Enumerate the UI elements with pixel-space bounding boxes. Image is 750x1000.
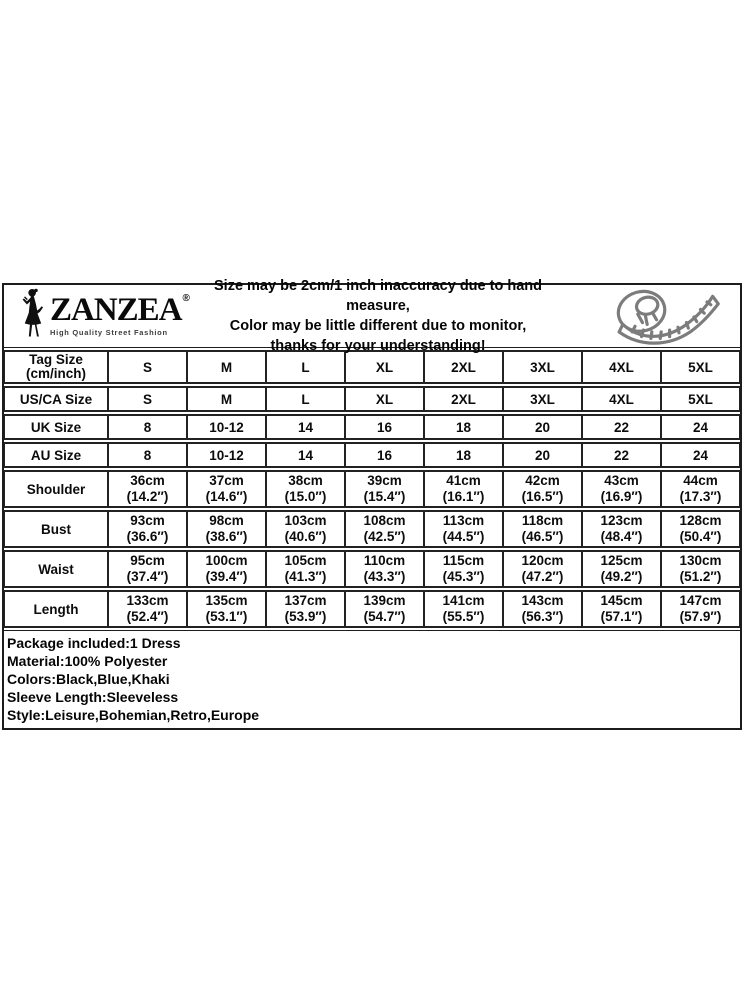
- measurement-cell: [266, 510, 345, 548]
- table-row: [4, 442, 740, 468]
- measurement-cell: [187, 550, 266, 588]
- measurement-inch: (39.4″): [205, 569, 248, 584]
- size-cell: 2XL: [424, 386, 503, 412]
- table-row: [4, 470, 740, 508]
- measurement-inch: (51.2″): [679, 569, 722, 584]
- size-cell: M: [187, 386, 266, 412]
- measurement-cm: 139cm: [363, 593, 406, 608]
- size-cell: 20: [503, 414, 582, 440]
- measurement-cell: [661, 590, 740, 628]
- measurement-inch: (40.6″): [284, 529, 327, 544]
- row-label: AU Size: [4, 442, 108, 468]
- measurement-cm: 110cm: [363, 553, 406, 568]
- measurement-cm: 123cm: [600, 513, 643, 528]
- measurement-cell: [266, 470, 345, 508]
- measurement-cell: [345, 550, 424, 588]
- measurement-inch: (43.3″): [363, 569, 406, 584]
- measurement-cell: [345, 590, 424, 628]
- table-row: [4, 414, 740, 440]
- measurement-cell: [187, 470, 266, 508]
- measurement-cm: 115cm: [442, 553, 485, 568]
- measurement-inch: (56.3″): [521, 609, 564, 624]
- measurement-inch: (53.9″): [284, 609, 327, 624]
- measurement-inch: (52.4″): [126, 609, 169, 624]
- size-cell: S: [108, 386, 187, 412]
- measurement-cm: 147cm: [679, 593, 722, 608]
- table-row: [4, 510, 740, 548]
- info-line: Package included:1 Dress: [7, 635, 181, 651]
- size-cell: 4XL: [582, 386, 661, 412]
- measurement-cm: 105cm: [284, 553, 327, 568]
- row-label: US/CA Size: [4, 386, 108, 412]
- measurement-inch: (55.5″): [442, 609, 485, 624]
- measurement-cell: [661, 510, 740, 548]
- row-label: Waist: [4, 550, 108, 588]
- note-line: Color may be little different due to monitor,: [229, 318, 527, 334]
- measurement-cell: [503, 510, 582, 548]
- measurement-cm: 128cm: [679, 513, 722, 528]
- measurement-cm: 103cm: [284, 513, 327, 528]
- info-line: Material:100% Polyester: [7, 653, 168, 669]
- measurement-inch: (50.4″): [679, 529, 722, 544]
- measurement-cell: [582, 550, 661, 588]
- table-row: [4, 590, 740, 628]
- measurement-cell: [503, 550, 582, 588]
- size-cell: S: [108, 350, 187, 384]
- measurement-cm: 141cm: [442, 593, 485, 608]
- size-note: [184, 276, 572, 356]
- measurement-cm: 108cm: [363, 513, 406, 528]
- measurement-cm: 41cm: [446, 473, 481, 488]
- measurement-inch: (14.6″): [205, 489, 248, 504]
- size-cell: 3XL: [503, 386, 582, 412]
- size-cell: 16: [345, 414, 424, 440]
- size-cell: 10-12: [187, 414, 266, 440]
- measurement-cell: [266, 590, 345, 628]
- size-cell: 22: [582, 442, 661, 468]
- measurement-inch: (57.9″): [679, 609, 722, 624]
- measurement-inch: (44.5″): [442, 529, 485, 544]
- size-cell: 4XL: [582, 350, 661, 384]
- info-line: Style:Leisure,Bohemian,Retro,Europe: [7, 707, 260, 723]
- measurement-inch: (45.3″): [442, 569, 485, 584]
- brand-tagline: High Quality Street Fashion: [50, 327, 168, 337]
- size-cell: 18: [424, 442, 503, 468]
- row-label-line: (cm/inch): [25, 366, 86, 381]
- row-label: Bust: [4, 510, 108, 548]
- size-cell: 22: [582, 414, 661, 440]
- row-label: [4, 350, 108, 384]
- size-table: [4, 348, 740, 630]
- measurement-inch: (41.3″): [284, 569, 327, 584]
- measurement-cm: 120cm: [521, 553, 564, 568]
- brand-name: ZANZEA: [50, 291, 182, 328]
- measurement-cell: [424, 470, 503, 508]
- measurement-inch: (54.7″): [363, 609, 406, 624]
- measurement-cm: 133cm: [126, 593, 169, 608]
- measurement-cm: 98cm: [209, 513, 244, 528]
- measurement-cell: [582, 470, 661, 508]
- measurement-inch: (17.3″): [679, 489, 722, 504]
- measurement-inch: (48.4″): [600, 529, 643, 544]
- measurement-cm: 36cm: [130, 473, 165, 488]
- measurement-cell: [424, 590, 503, 628]
- measurement-cell: [345, 470, 424, 508]
- measurement-inch: (57.1″): [600, 609, 643, 624]
- measurement-cm: 42cm: [525, 473, 560, 488]
- measurement-cell: [661, 470, 740, 508]
- measurement-cm: 118cm: [521, 513, 564, 528]
- measurement-cm: 95cm: [130, 553, 165, 568]
- size-cell: XL: [345, 386, 424, 412]
- measurement-cell: [345, 510, 424, 548]
- size-cell: 20: [503, 442, 582, 468]
- size-cell: 5XL: [661, 386, 740, 412]
- measurement-cell: [108, 550, 187, 588]
- measurement-cm: 130cm: [679, 553, 722, 568]
- measurement-cm: 137cm: [284, 593, 327, 608]
- measurement-inch: (46.5″): [521, 529, 564, 544]
- size-cell: 16: [345, 442, 424, 468]
- row-label: UK Size: [4, 414, 108, 440]
- measurement-cm: 100cm: [205, 553, 248, 568]
- measurement-cell: [582, 510, 661, 548]
- size-cell: L: [266, 386, 345, 412]
- size-cell: 5XL: [661, 350, 740, 384]
- measurement-inch: (53.1″): [205, 609, 248, 624]
- size-cell: XL: [345, 350, 424, 384]
- measurement-cell: [266, 550, 345, 588]
- row-label-line: Tag Size: [29, 352, 83, 367]
- measurement-cell: [503, 590, 582, 628]
- row-label: Length: [4, 590, 108, 628]
- measurement-cell: [424, 550, 503, 588]
- size-cell: 10-12: [187, 442, 266, 468]
- product-info: [4, 630, 740, 728]
- note-line: thanks for your understanding!: [270, 338, 486, 354]
- size-cell: 8: [108, 414, 187, 440]
- size-cell: 24: [661, 414, 740, 440]
- size-cell: L: [266, 350, 345, 384]
- measurement-inch: (16.9″): [600, 489, 643, 504]
- measurement-inch: (36.6″): [126, 529, 169, 544]
- measurement-cm: 43cm: [604, 473, 639, 488]
- size-table-body: [4, 350, 740, 628]
- size-cell: 18: [424, 414, 503, 440]
- measuring-tape-icon: [572, 287, 740, 345]
- measurement-cm: 143cm: [521, 593, 564, 608]
- size-cell: 8: [108, 442, 187, 468]
- measurement-cell: [582, 590, 661, 628]
- measurement-inch: (42.5″): [363, 529, 406, 544]
- size-cell: 3XL: [503, 350, 582, 384]
- table-row: [4, 550, 740, 588]
- measurement-cm: 125cm: [600, 553, 643, 568]
- measurement-inch: (37.4″): [126, 569, 169, 584]
- measurement-cell: [187, 510, 266, 548]
- measurement-cm: 135cm: [205, 593, 248, 608]
- registered-mark: ®: [182, 292, 190, 304]
- measurement-cm: 39cm: [367, 473, 402, 488]
- row-label: Shoulder: [4, 470, 108, 508]
- measurement-cell: [108, 510, 187, 548]
- brand-logo: [4, 288, 190, 345]
- size-cell: 2XL: [424, 350, 503, 384]
- measurement-cm: 145cm: [600, 593, 643, 608]
- measurement-inch: (16.5″): [521, 489, 564, 504]
- measurement-cm: 93cm: [130, 513, 165, 528]
- size-cell: 24: [661, 442, 740, 468]
- measurement-cm: 44cm: [683, 473, 718, 488]
- size-cell: 14: [266, 414, 345, 440]
- measurement-inch: (49.2″): [600, 569, 643, 584]
- measurement-cm: 38cm: [288, 473, 323, 488]
- size-cell: M: [187, 350, 266, 384]
- measurement-inch: (16.1″): [442, 489, 485, 504]
- size-cell: 14: [266, 442, 345, 468]
- measurement-cm: 113cm: [442, 513, 485, 528]
- measurement-cell: [424, 510, 503, 548]
- measurement-cell: [108, 470, 187, 508]
- measurement-cell: [503, 470, 582, 508]
- measurement-inch: (14.2″): [126, 489, 169, 504]
- header-band: [4, 278, 740, 354]
- measurement-inch: (38.6″): [205, 529, 248, 544]
- measurement-inch: (47.2″): [521, 569, 564, 584]
- size-chart-sheet: [2, 278, 742, 730]
- woman-silhouette-icon: [18, 288, 48, 345]
- info-line: Colors:Black,Blue,Khaki: [7, 671, 170, 687]
- table-row: [4, 386, 740, 412]
- measurement-cell: [187, 590, 266, 628]
- measurement-inch: (15.0″): [284, 489, 327, 504]
- info-line: Sleeve Length:Sleeveless: [7, 689, 179, 705]
- measurement-cm: 37cm: [209, 473, 244, 488]
- measurement-inch: (15.4″): [363, 489, 406, 504]
- measurement-cell: [108, 590, 187, 628]
- note-line: Size may be 2cm/1 inch inaccuracy due to hand measure,: [214, 278, 542, 314]
- measurement-cell: [661, 550, 740, 588]
